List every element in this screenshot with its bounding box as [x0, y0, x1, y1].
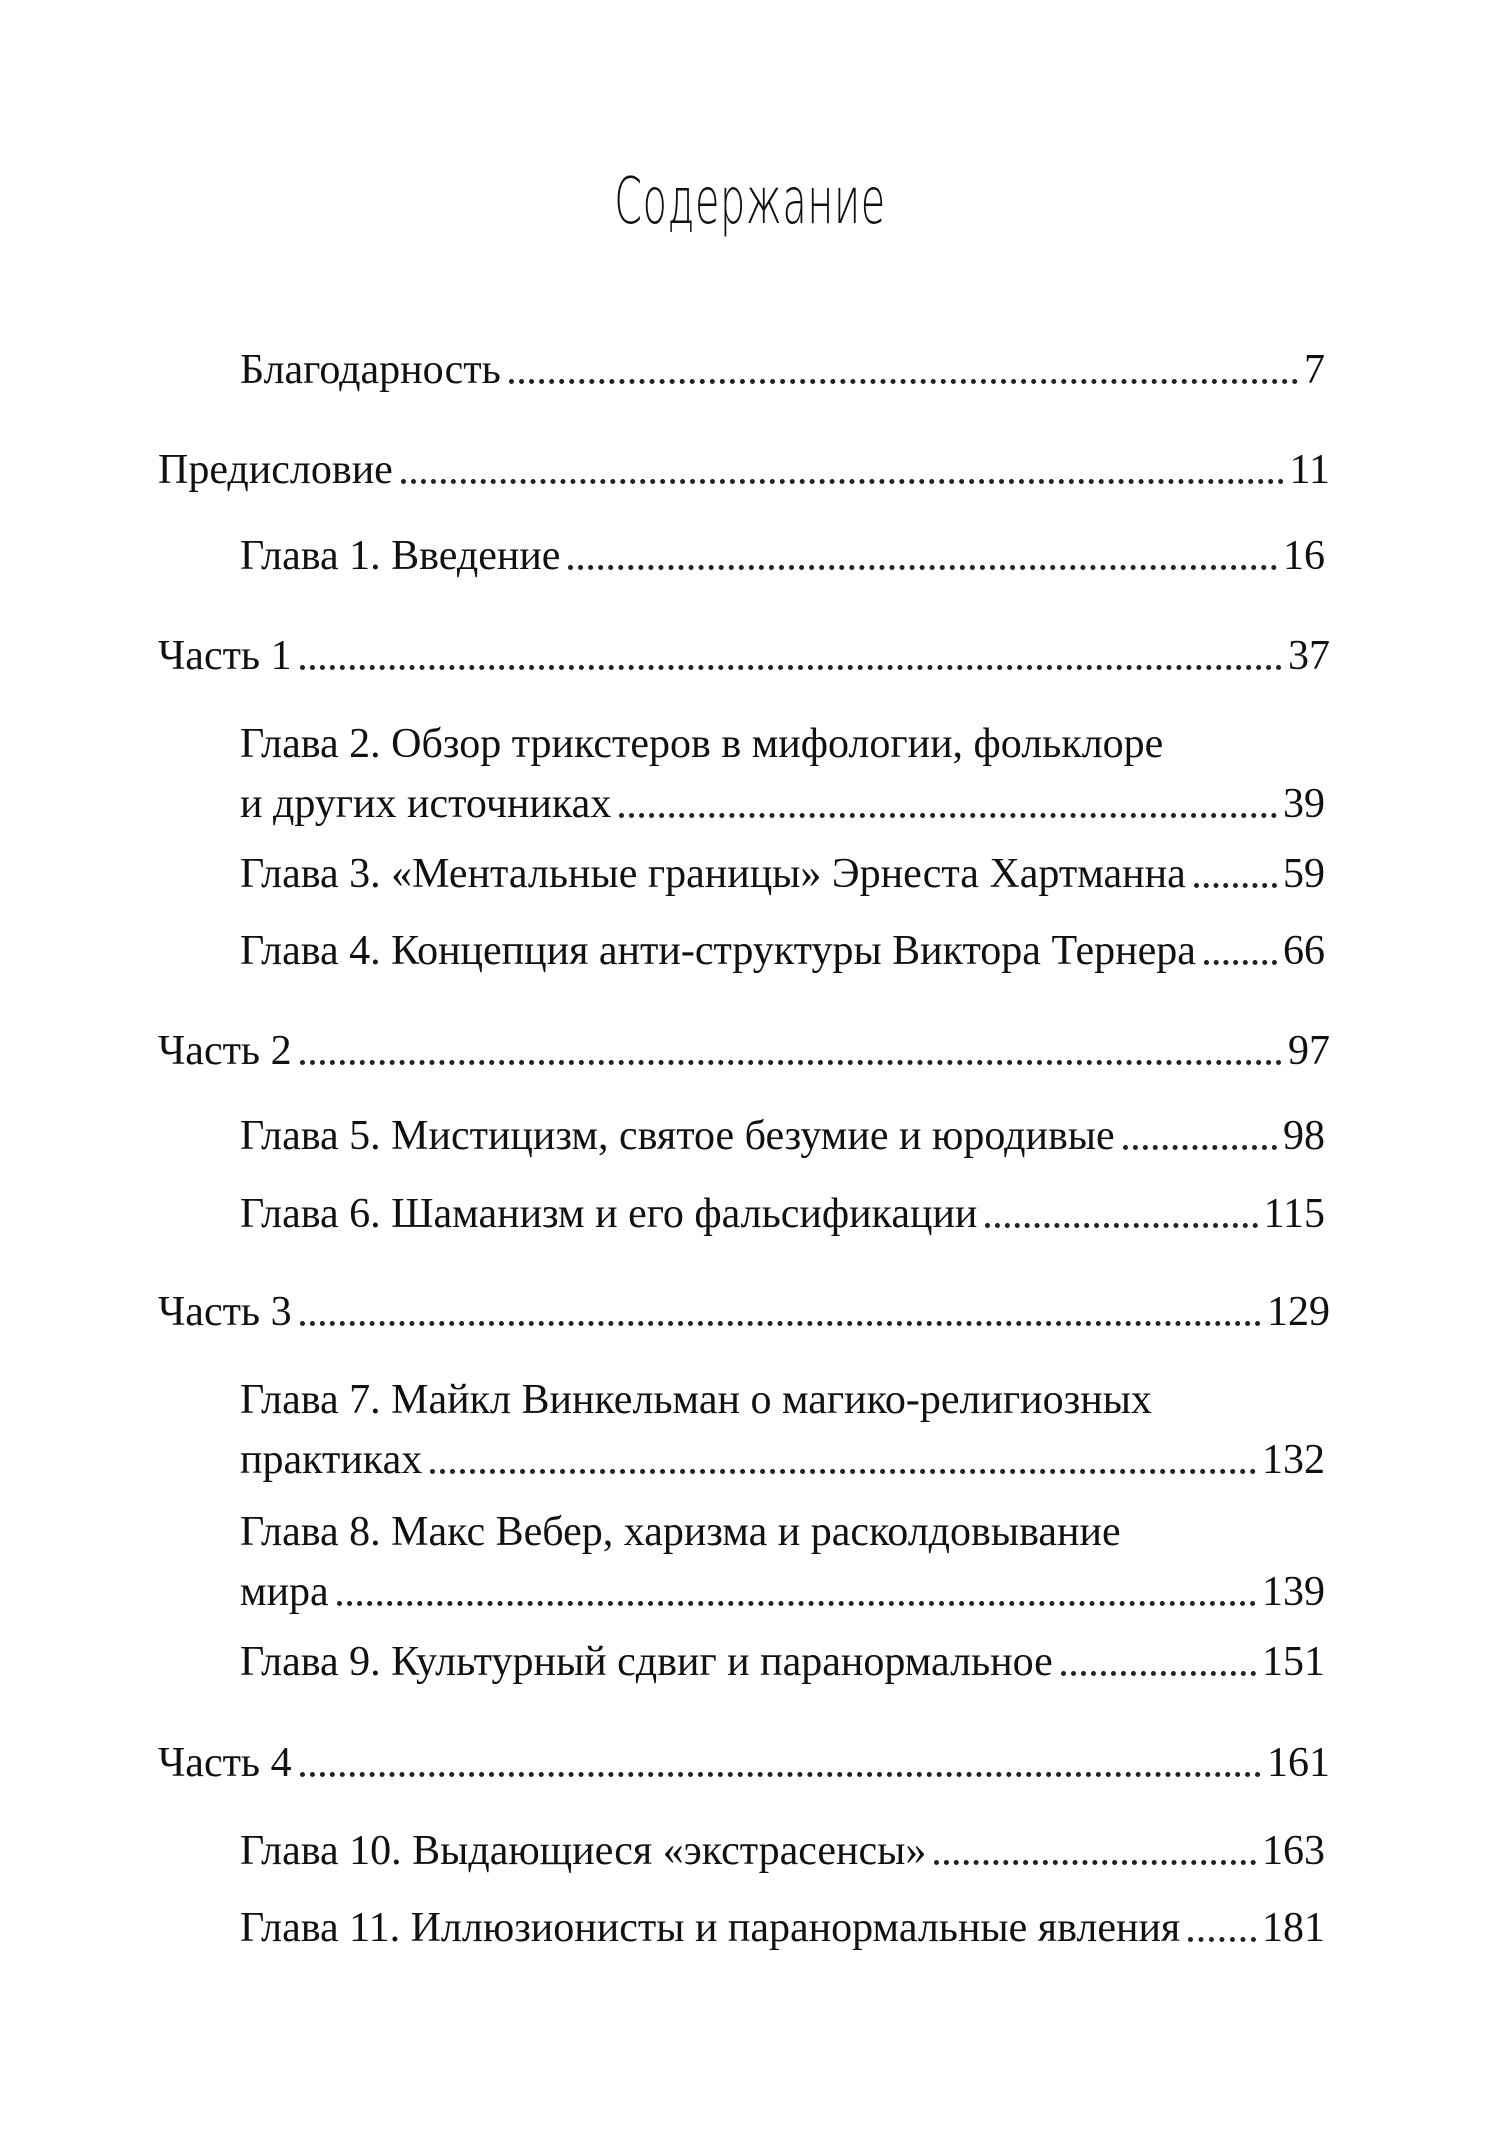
dot-leader — [300, 1772, 1261, 1777]
dot-leader — [1061, 1671, 1256, 1676]
toc-page-number: 59 — [1283, 851, 1325, 897]
toc-entry-acknowledgments[interactable] — [240, 344, 1325, 396]
toc-entry-title: Часть 4 — [158, 1740, 292, 1786]
toc-page-number: 163 — [1262, 1828, 1325, 1874]
toc-entry-title: Глава 3. «Ментальные границы» Эрнеста Хартманна — [240, 851, 1186, 897]
toc-entry-title: Благодарность — [240, 347, 501, 393]
toc-entry-chapter-2[interactable] — [240, 718, 1325, 830]
toc-page-number: 98 — [1283, 1113, 1325, 1159]
toc-entry-title: Глава 11. Иллюзионисты и паранормальные явления — [240, 1905, 1181, 1951]
toc-page-number: 132 — [1262, 1437, 1325, 1483]
toc-entry-title: Часть 2 — [158, 1028, 292, 1074]
toc-entry-title-line1: Глава 2. Обзор трикстеров в мифологии, фольклоре — [240, 721, 1164, 767]
toc-entry-title-line2: и других источниках — [240, 781, 612, 827]
dot-leader — [568, 565, 1277, 570]
dot-leader — [337, 1601, 1256, 1606]
toc-entry-title: Глава 10. Выдающиеся «экстрасенсы» — [240, 1828, 927, 1874]
toc-page-number: 115 — [1263, 1191, 1325, 1237]
dot-leader — [300, 1060, 1282, 1065]
dot-leader — [619, 813, 1277, 818]
toc-page-number: 16 — [1283, 533, 1325, 579]
toc-entry-title: Глава 1. Введение — [240, 533, 561, 579]
toc-page-number: 181 — [1262, 1905, 1325, 1951]
toc-entry-title: Глава 4. Концепция анти-структуры Виктора Тернера — [240, 928, 1196, 974]
dot-leader — [1204, 960, 1277, 965]
toc-entry-title-line1: Глава 7. Майкл Винкельман о магико-религиозных — [240, 1377, 1152, 1423]
dot-leader — [300, 1321, 1261, 1326]
toc-entry-chapter-5[interactable] — [240, 1110, 1325, 1162]
toc-entry-title: Глава 9. Культурный сдвиг и паранормальное — [240, 1639, 1053, 1685]
dot-leader — [1194, 883, 1277, 888]
toc-entry-chapter-3[interactable] — [240, 848, 1325, 900]
toc-page-number: 37 — [1288, 633, 1330, 679]
toc-entry-title: Часть 1 — [158, 633, 292, 679]
toc-entry-title-line2: мира — [240, 1569, 329, 1615]
toc-entry-title: Часть 3 — [158, 1289, 292, 1335]
toc-entry-chapter-7[interactable] — [240, 1374, 1325, 1486]
toc-page-number: 139 — [1262, 1569, 1325, 1615]
toc-page-number: 97 — [1288, 1028, 1330, 1074]
dot-leader — [509, 379, 1298, 384]
toc-page-number: 66 — [1283, 928, 1325, 974]
toc-entry-title: Глава 6. Шаманизм и его фальсификации — [240, 1191, 978, 1237]
toc-page-number: 7 — [1304, 347, 1325, 393]
toc-entry-title-line2: практиках — [240, 1437, 423, 1483]
dot-leader — [300, 665, 1282, 670]
dot-leader — [985, 1223, 1257, 1228]
dot-leader — [1123, 1145, 1277, 1150]
toc-entry-part-4[interactable] — [158, 1737, 1330, 1789]
toc-entry-chapter-8[interactable] — [240, 1506, 1325, 1618]
page-title: Содержание — [614, 165, 886, 239]
dot-leader — [401, 479, 1284, 484]
toc-entry-preface[interactable] — [158, 444, 1330, 496]
toc-entry-part-2[interactable] — [158, 1025, 1330, 1077]
toc-entry-chapter-10[interactable] — [240, 1825, 1325, 1877]
toc-entry-title: Предисловие — [158, 447, 393, 493]
toc-entry-chapter-6[interactable] — [240, 1188, 1325, 1240]
toc-page-number: 151 — [1262, 1639, 1325, 1685]
toc-entry-chapter-1[interactable] — [240, 530, 1325, 582]
dot-leader — [1188, 1937, 1256, 1942]
toc-page-number: 129 — [1267, 1289, 1330, 1335]
toc-entry-title-line1: Глава 8. Макс Вебер, харизма и расколдовывание — [240, 1509, 1121, 1555]
toc-entry-chapter-9[interactable] — [240, 1636, 1325, 1688]
toc-entry-chapter-4[interactable] — [240, 925, 1325, 977]
dot-leader — [430, 1469, 1256, 1474]
dot-leader — [934, 1860, 1256, 1865]
toc-page-number: 39 — [1283, 781, 1325, 827]
toc-page-number: 11 — [1289, 447, 1330, 493]
toc-entry-part-3[interactable] — [158, 1286, 1330, 1338]
toc-entry-title: Глава 5. Мистицизм, святое безумие и юродивые — [240, 1113, 1115, 1159]
toc-entry-chapter-11[interactable] — [240, 1902, 1325, 1954]
toc-page-number: 161 — [1267, 1740, 1330, 1786]
toc-entry-part-1[interactable] — [158, 630, 1330, 682]
